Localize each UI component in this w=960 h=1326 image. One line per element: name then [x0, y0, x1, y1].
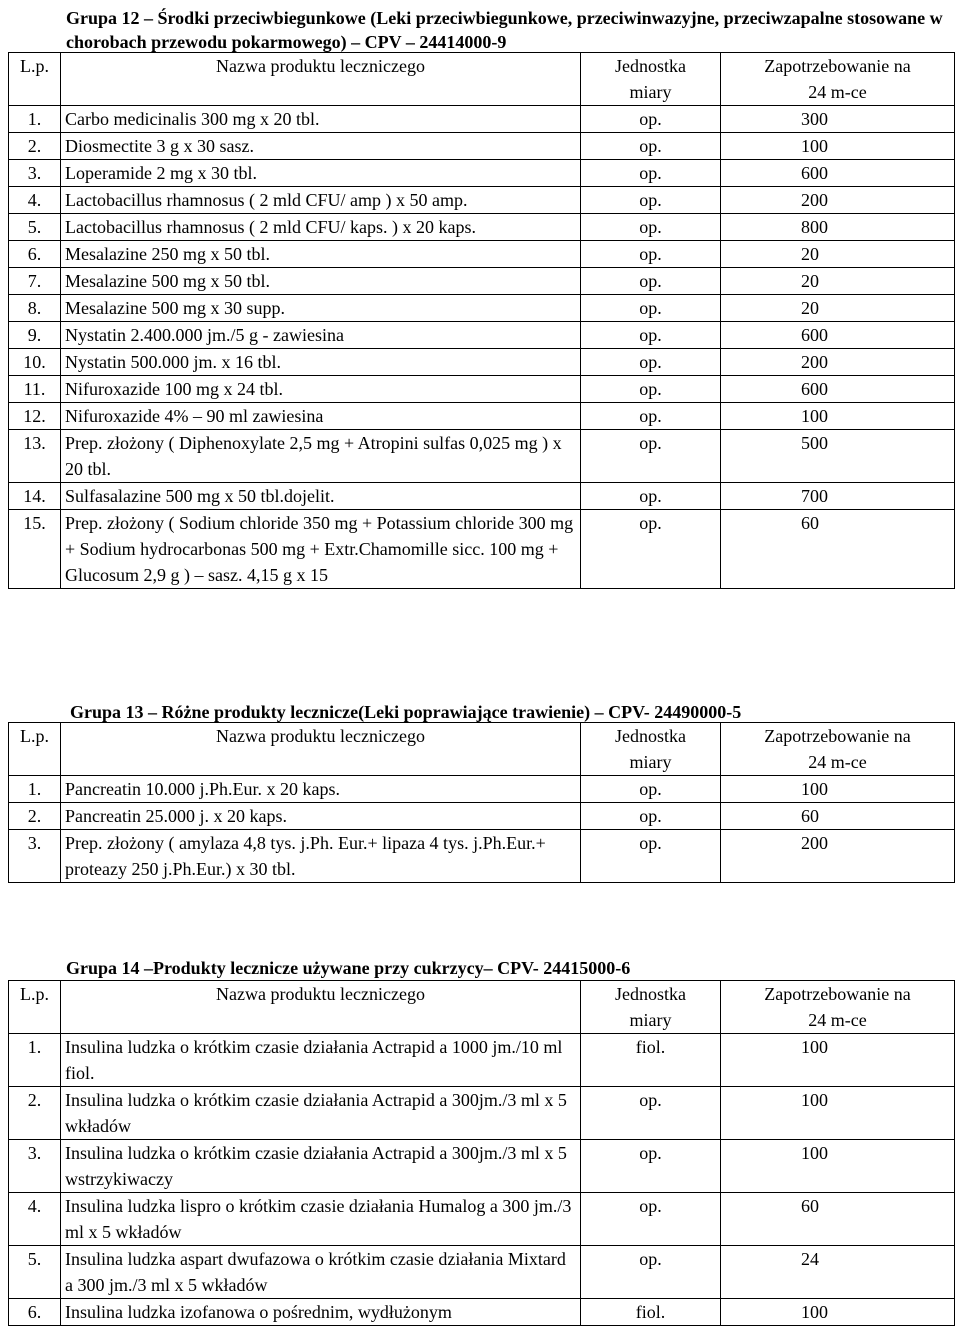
product-name: Insulina ludzka izofanowa o pośrednim, wydłużonym	[61, 1299, 581, 1326]
header-name: Nazwa produktu leczniczego	[61, 981, 581, 1034]
row-number: 14.	[9, 483, 61, 510]
row-number: 3.	[9, 1140, 61, 1193]
product-name: Nifuroxazide 4% – 90 ml zawiesina	[61, 403, 581, 430]
quantity-cell: 300	[721, 106, 955, 133]
unit-cell: op.	[581, 1140, 721, 1193]
quantity-cell: 60	[721, 510, 955, 589]
table-row	[9, 803, 955, 830]
unit-cell: fiol.	[581, 1299, 721, 1326]
product-name: Prep. złożony ( Sodium chloride 350 mg + Potassium chloride 300 mg + Sodium hydrocarbonas 500 mg + Extr.Chamomille sicc. 100 mg + Glucosum 2,9 g ) – sasz. 4,15 g x 15	[61, 510, 581, 589]
unit-cell: op.	[581, 430, 721, 483]
product-name: Pancreatin 10.000 j.Ph.Eur. x 20 kaps.	[61, 776, 581, 803]
header-unit: Jednostka miary	[581, 981, 721, 1034]
row-number: 5.	[9, 1246, 61, 1299]
product-name: Diosmectite 3 g x 30 sasz.	[61, 133, 581, 160]
row-number: 4.	[9, 187, 61, 214]
header-unit: Jednostka miary	[581, 723, 721, 776]
row-number: 6.	[9, 1299, 61, 1326]
row-number: 1.	[9, 776, 61, 803]
table-row	[9, 483, 955, 510]
unit-cell: op.	[581, 1087, 721, 1140]
row-number: 1.	[9, 106, 61, 133]
row-number: 6.	[9, 241, 61, 268]
quantity-cell: 100	[721, 1034, 955, 1087]
unit-cell: op.	[581, 510, 721, 589]
quantity-cell: 200	[721, 187, 955, 214]
unit-cell: op.	[581, 295, 721, 322]
table-header-row	[9, 723, 955, 776]
unit-cell: op.	[581, 776, 721, 803]
table-row	[9, 133, 955, 160]
header-lp: L.p.	[9, 53, 61, 106]
row-number: 1.	[9, 1034, 61, 1087]
row-number: 3.	[9, 160, 61, 187]
unit-cell: op.	[581, 214, 721, 241]
quantity-cell: 100	[721, 1299, 955, 1326]
product-name: Nystatin 500.000 jm. x 16 tbl.	[61, 349, 581, 376]
row-number: 4.	[9, 1193, 61, 1246]
product-name: Insulina ludzka o krótkim czasie działania Actrapid a 300jm./3 ml x 5 wstrzykiwaczy	[61, 1140, 581, 1193]
group-14-table	[8, 980, 955, 1326]
quantity-cell: 600	[721, 322, 955, 349]
unit-cell: op.	[581, 830, 721, 883]
row-number: 13.	[9, 430, 61, 483]
quantity-cell: 24	[721, 1246, 955, 1299]
quantity-cell: 20	[721, 241, 955, 268]
table-row	[9, 510, 955, 589]
product-name: Prep. złożony ( amylaza 4,8 tys. j.Ph. Eur.+ lipaza 4 tys. j.Ph.Eur.+ proteazy 250 j.Ph.Eur.) x 30 tbl.	[61, 830, 581, 883]
table-row	[9, 322, 955, 349]
quantity-cell: 100	[721, 776, 955, 803]
product-name: Loperamide 2 mg x 30 tbl.	[61, 160, 581, 187]
product-name: Insulina ludzka o krótkim czasie działania Actrapid a 300jm./3 ml x 5 wkładów	[61, 1087, 581, 1140]
header-qty: Zapotrzebowanie na 24 m-ce	[721, 53, 955, 106]
table-row	[9, 376, 955, 403]
quantity-cell: 100	[721, 1087, 955, 1140]
table-row	[9, 1193, 955, 1246]
table-row	[9, 349, 955, 376]
unit-cell: op.	[581, 403, 721, 430]
row-number: 8.	[9, 295, 61, 322]
product-name: Lactobacillus rhamnosus ( 2 mld CFU/ kaps. ) x 20 kaps.	[61, 214, 581, 241]
table-row	[9, 1299, 955, 1326]
header-lp: L.p.	[9, 723, 61, 776]
table-row	[9, 430, 955, 483]
header-name: Nazwa produktu leczniczego	[61, 53, 581, 106]
group-12-title: Grupa 12 – Środki przeciwbiegunkowe (Leki przeciwbiegunkowe, przeciwinwazyjne, przeciwzapalne stosowane w chorobach przewodu pokarmowego) – CPV – 24414000-9	[66, 8, 943, 52]
quantity-cell: 100	[721, 133, 955, 160]
row-number: 7.	[9, 268, 61, 295]
table-row	[9, 1246, 955, 1299]
row-number: 9.	[9, 322, 61, 349]
unit-cell: op.	[581, 133, 721, 160]
unit-cell: op.	[581, 1193, 721, 1246]
row-number: 3.	[9, 830, 61, 883]
product-name: Lactobacillus rhamnosus ( 2 mld CFU/ amp ) x 50 amp.	[61, 187, 581, 214]
table-row	[9, 830, 955, 883]
table-row	[9, 1034, 955, 1087]
unit-cell: op.	[581, 803, 721, 830]
table-row	[9, 295, 955, 322]
table-row	[9, 106, 955, 133]
unit-cell: op.	[581, 106, 721, 133]
table-row	[9, 1140, 955, 1193]
unit-cell: op.	[581, 268, 721, 295]
quantity-cell: 600	[721, 376, 955, 403]
group-13-table	[8, 722, 955, 883]
product-name: Insulina ludzka aspart dwufazowa o krótkim czasie działania Mixtard a 300 jm./3 ml x 5 wkładów	[61, 1246, 581, 1299]
unit-cell: op.	[581, 1246, 721, 1299]
row-number: 2.	[9, 1087, 61, 1140]
row-number: 10.	[9, 349, 61, 376]
table-row	[9, 1087, 955, 1140]
unit-cell: op.	[581, 241, 721, 268]
product-name: Insulina ludzka o krótkim czasie działania Actrapid a 1000 jm./10 ml fiol.	[61, 1034, 581, 1087]
table-header-row	[9, 981, 955, 1034]
product-name: Mesalazine 500 mg x 50 tbl.	[61, 268, 581, 295]
unit-cell: op.	[581, 483, 721, 510]
table-row	[9, 268, 955, 295]
group-13-title: Grupa 13 – Różne produkty lecznicze(Leki poprawiające trawienie) – CPV- 24490000-5	[70, 702, 742, 722]
row-number: 11.	[9, 376, 61, 403]
table-row	[9, 241, 955, 268]
header-lp: L.p.	[9, 981, 61, 1034]
quantity-cell: 100	[721, 403, 955, 430]
header-qty: Zapotrzebowanie na 24 m-ce	[721, 723, 955, 776]
product-name: Sulfasalazine 500 mg x 50 tbl.dojelit.	[61, 483, 581, 510]
quantity-cell: 700	[721, 483, 955, 510]
quantity-cell: 20	[721, 295, 955, 322]
header-name: Nazwa produktu leczniczego	[61, 723, 581, 776]
unit-cell: op.	[581, 349, 721, 376]
product-name: Mesalazine 250 mg x 50 tbl.	[61, 241, 581, 268]
row-number: 2.	[9, 803, 61, 830]
product-name: Prep. złożony ( Diphenoxylate 2,5 mg + Atropini sulfas 0,025 mg ) x 20 tbl.	[61, 430, 581, 483]
quantity-cell: 200	[721, 830, 955, 883]
unit-cell: op.	[581, 376, 721, 403]
table-row	[9, 214, 955, 241]
table-row	[9, 403, 955, 430]
product-name: Mesalazine 500 mg x 30 supp.	[61, 295, 581, 322]
table-row	[9, 776, 955, 803]
quantity-cell: 60	[721, 803, 955, 830]
product-name: Nystatin 2.400.000 jm./5 g - zawiesina	[61, 322, 581, 349]
quantity-cell: 500	[721, 430, 955, 483]
table-row	[9, 160, 955, 187]
table-header-row	[9, 53, 955, 106]
unit-cell: op.	[581, 322, 721, 349]
quantity-cell: 800	[721, 214, 955, 241]
row-number: 2.	[9, 133, 61, 160]
unit-cell: op.	[581, 187, 721, 214]
product-name: Carbo medicinalis 300 mg x 20 tbl.	[61, 106, 581, 133]
table-row	[9, 187, 955, 214]
quantity-cell: 100	[721, 1140, 955, 1193]
quantity-cell: 60	[721, 1193, 955, 1246]
row-number: 12.	[9, 403, 61, 430]
product-name: Pancreatin 25.000 j. x 20 kaps.	[61, 803, 581, 830]
row-number: 5.	[9, 214, 61, 241]
quantity-cell: 200	[721, 349, 955, 376]
unit-cell: op.	[581, 160, 721, 187]
header-qty: Zapotrzebowanie na 24 m-ce	[721, 981, 955, 1034]
unit-cell: fiol.	[581, 1034, 721, 1087]
group-14-title: Grupa 14 –Produkty lecznicze używane przy cukrzycy– CPV- 24415000-6	[66, 958, 631, 978]
product-name: Insulina ludzka lispro o krótkim czasie działania Humalog a 300 jm./3 ml x 5 wkładów	[61, 1193, 581, 1246]
quantity-cell: 20	[721, 268, 955, 295]
product-name: Nifuroxazide 100 mg x 24 tbl.	[61, 376, 581, 403]
row-number: 15.	[9, 510, 61, 589]
header-unit: Jednostka miary	[581, 53, 721, 106]
quantity-cell: 600	[721, 160, 955, 187]
group-12-table	[8, 52, 955, 589]
